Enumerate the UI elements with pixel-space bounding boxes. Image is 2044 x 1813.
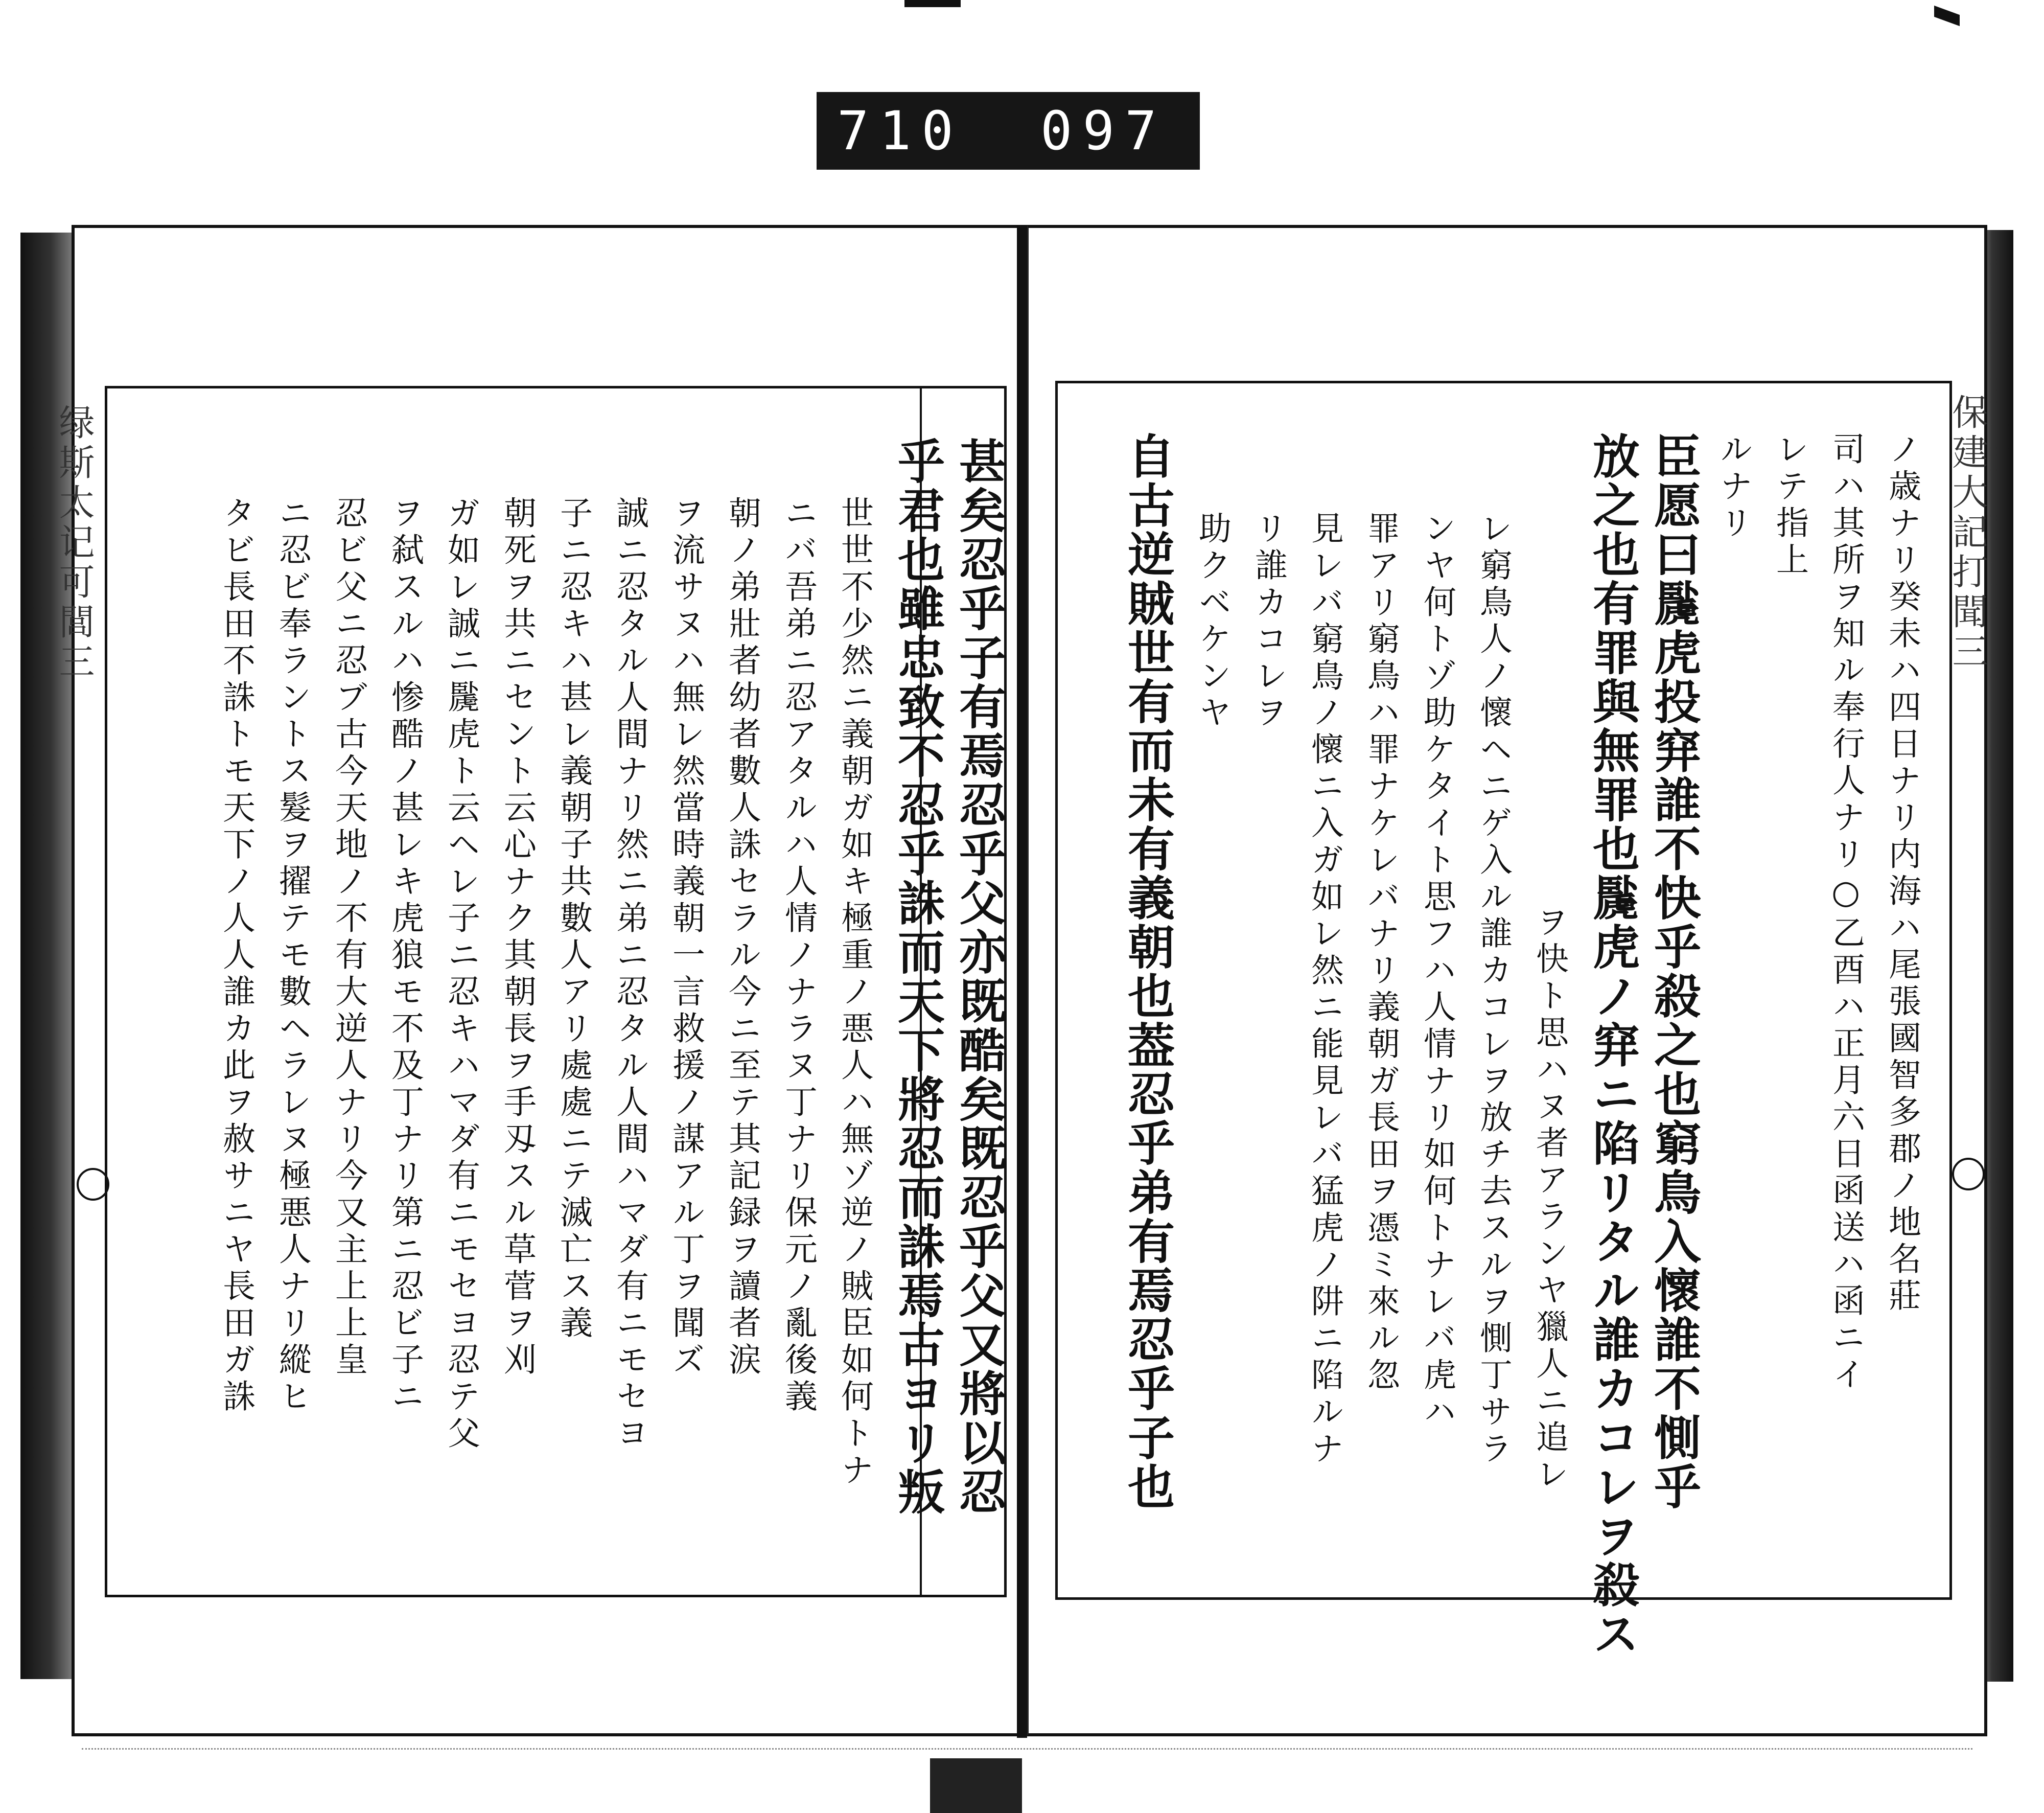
right-col-13: 助クベケンヤ	[1193, 511, 1231, 732]
right-text-frame	[1055, 381, 1952, 1659]
scan-artifact-top	[904, 0, 961, 7]
scan-artifact-corner	[1934, 6, 1960, 26]
scan-dotted-line	[82, 1748, 1972, 1750]
right-col-3: レテ指上	[1771, 432, 1808, 579]
right-col-14: 自古逆賊世有而未有義朝也葢忍乎弟有焉忍乎子也	[1120, 432, 1175, 1511]
right-col-5: 臣愿曰䖙虎投穽誰不快乎殺之也窮鳥入懷誰不惻乎	[1646, 432, 1702, 1511]
scan-artifact-bottom	[930, 1758, 1022, 1813]
call-number-left: 710	[837, 100, 964, 162]
right-col-6: 放之也有罪與無罪也䖙虎ノ穽ニ陷リタル誰カコレヲ殺ス	[1585, 432, 1640, 1659]
right-margin-circle	[1952, 1158, 1985, 1190]
call-number-label	[817, 92, 1200, 170]
right-col-7: ヲ快ト思ハヌ者アランヤ獵人ニ追レ	[1530, 905, 1568, 1494]
left-col-9: 朝死ヲ共ニセント云心ナク其朝長ヲ手刄スル草菅ヲ刈	[498, 496, 536, 1379]
right-col-12: リ誰カコレヲ	[1249, 511, 1287, 732]
right-col-9: ンヤ何トゾ助ケタイト思フハ人情ナリ如何トナレバ虎ハ	[1418, 511, 1456, 1431]
right-col-4: ルナリ	[1714, 432, 1752, 542]
right-col-1: ノ歳ナリ癸未ハ四日ナリ内海ハ尾張國智多郡ノ地名莊	[1883, 432, 1921, 1315]
right-col-2: 司ハ其所ヲ知ル奉行人ナリ○乙酉ハ正月六日函送ハ函ニイ	[1827, 432, 1865, 1394]
call-number-right: 097	[1040, 100, 1167, 162]
left-col-3: 世世不少然ニ義朝ガ如キ極重ノ悪人ハ無ゾ逆ノ賊臣如何トナ	[835, 496, 873, 1489]
left-col-6: ヲ流サヌハ無レ然當時義朝一言救援ノ謀アル丁ヲ聞ズ	[667, 496, 705, 1379]
left-col-8: 子ニ忍キハ甚レ義朝子共數人アリ處處ニテ滅亡ス義	[554, 496, 592, 1342]
left-col-14: タビ長田不誅トモ天下ノ人人誰カ此ヲ赦サニヤ長田ガ誅	[217, 496, 255, 1416]
left-col-10: ガ如レ誠ニ䖙虎ト云ヘレ子ニ忍キハマダ有ニモセヨ忍テ父	[442, 496, 480, 1453]
right-col-8: レ窮鳥人ノ懷ヘニゲ入ル誰カコレヲ放チ去スルヲ惻丁サラ	[1474, 511, 1512, 1468]
left-col-4: ニバ吾弟ニ忍アタルハ人情ノナラヌ丁ナリ保元ノ亂後義	[779, 496, 817, 1416]
left-col-5: 朝ノ弟壯者幼者數人誅セラル今ニ至テ其記録ヲ讀者涙	[723, 496, 761, 1379]
left-col-11: ヲ弑スルハ惨酷ノ甚レキ虎狼モ不及丁ナリ第ニ忍ビ子ニ	[386, 496, 424, 1416]
left-col-2: 乎君也雖忠致不忍乎誅而天下將忍而誅焉古ヨリ叛	[890, 437, 945, 1517]
left-col-1: 甚矣忍乎子有焉忍乎父亦既酷矣既忍乎父又將以忍	[951, 437, 1007, 1517]
left-col-13: ニ忍ビ奉ラントス髮ヲ擢テモ數ヘラレヌ極悪人ナリ縱ヒ	[273, 496, 311, 1416]
book-gutter	[1017, 225, 1027, 1738]
left-col-12: 忍ビ父ニ忍ブ古今天地ノ不有大逆人ナリ今又主上上皇	[330, 496, 367, 1379]
right-page-header: 保建大記打聞三	[1946, 394, 1988, 673]
left-col-7: 誠ニ忍タル人間ナリ然ニ弟ニ忍タル人間ハマダ有ニモセヨ	[611, 496, 648, 1453]
right-col-11: 見レバ窮鳥ノ懷ニ入ガ如レ然ニ能見レバ猛虎ノ阱ニ陷ルナ	[1306, 511, 1343, 1468]
left-page-header: 绿斯太记可閭三	[53, 404, 95, 683]
left-text-frame	[105, 386, 1007, 1597]
right-col-10: 罪アリ窮鳥ハ罪ナケレバナリ義朝ガ長田ヲ憑ミ來ル忽	[1362, 511, 1400, 1394]
